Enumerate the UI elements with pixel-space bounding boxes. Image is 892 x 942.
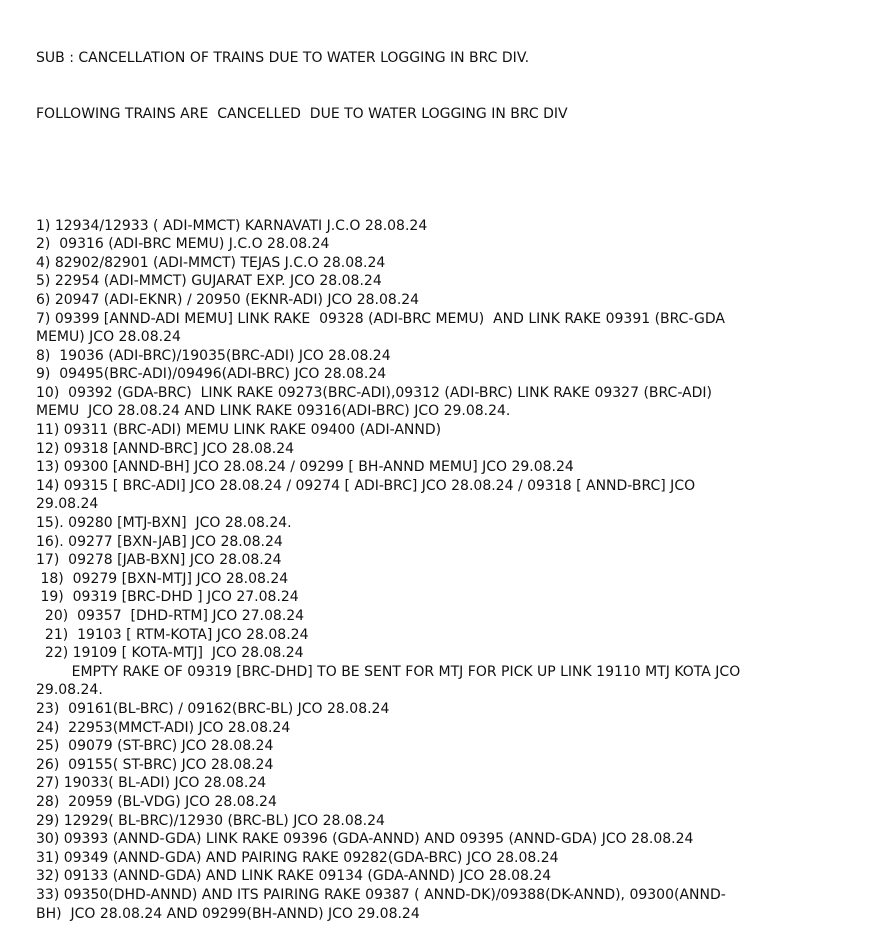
- train-list-line: 29.08.24.: [36, 682, 103, 699]
- cancelled-trains-list: [36, 217, 876, 924]
- blank-line: [36, 161, 876, 180]
- train-list-line: 18) 09279 [BXN-MTJ] JCO 28.08.24: [36, 570, 289, 587]
- train-list-line: 10) 09392 (GDA-BRC) LINK RAKE 09273(BRC-ADI),09312 (ADI-BRC) LINK RAKE 09327 (BRC-ADI): [36, 384, 713, 401]
- train-list-line: MEMU) JCO 28.08.24: [36, 329, 181, 346]
- train-list-line: 4) 82902/82901 (ADI-MMCT) TEJAS J.C.O 28.08.24: [36, 254, 386, 271]
- train-list-line: 2) 09316 (ADI-BRC MEMU) J.C.O 28.08.24: [36, 236, 330, 253]
- train-list-line: 15). 09280 [MTJ-BXN] JCO 28.08.24.: [36, 515, 292, 532]
- train-list-line: 11) 09311 (BRC-ADI) MEMU LINK RAKE 09400 (ADI-ANND): [36, 422, 442, 439]
- train-list-line: BH) JCO 28.08.24 AND 09299(BH-ANND) JCO 29.08.24: [36, 905, 420, 922]
- train-list-line: 5) 22954 (ADI-MMCT) GUJARAT EXP. JCO 28.08.24: [36, 273, 382, 290]
- train-list-line: 29.08.24: [36, 496, 99, 513]
- train-list-line: 28) 20959 (BL-VDG) JCO 28.08.24: [36, 793, 277, 810]
- train-list-line: 17) 09278 [JAB-BXN] JCO 28.08.24: [36, 552, 282, 569]
- train-list-line: 33) 09350(DHD-ANND) AND ITS PAIRING RAKE 09387 ( ANND-DK)/09388(DK-ANND), 09300(ANND-: [36, 886, 726, 903]
- train-list-line: 29) 12929( BL-BRC)/12930 (BRC-BL) JCO 28.08.24: [36, 812, 385, 829]
- train-list-line: 9) 09495(BRC-ADI)/09496(ADI-BRC) JCO 28.08.24: [36, 366, 387, 383]
- train-list-line: 13) 09300 [ANND-BH] JCO 28.08.24 / 09299 [ BH-ANND MEMU] JCO 29.08.24: [36, 459, 574, 476]
- train-list-line: 30) 09393 (ANND-GDA) LINK RAKE 09396 (GDA-ANND) AND 09395 (ANND-GDA) JCO 28.08.24: [36, 831, 694, 848]
- train-list-line: 16). 09277 [BXN-JAB] JCO 28.08.24: [36, 533, 283, 550]
- train-list-line: EMPTY RAKE OF 09319 [BRC-DHD] TO BE SENT FOR MTJ FOR PICK UP LINK 19110 MTJ KOTA JCO: [36, 663, 741, 680]
- train-list-line: 26) 09155( ST-BRC) JCO 28.08.24: [36, 756, 274, 773]
- train-list-line: 12) 09318 [ANND-BRC] JCO 28.08.24: [36, 440, 295, 457]
- train-list-line: 31) 09349 (ANND-GDA) AND PAIRING RAKE 09282(GDA-BRC) JCO 28.08.24: [36, 849, 559, 866]
- train-list-line: 8) 19036 (ADI-BRC)/19035(BRC-ADI) JCO 28.08.24: [36, 347, 391, 364]
- train-list-line: 20) 09357 [DHD-RTM] JCO 27.08.24: [36, 608, 305, 624]
- train-list-line: 7) 09399 [ANND-ADI MEMU] LINK RAKE 09328 (ADI-BRC MEMU) AND LINK RAKE 09391 (BRC-GDA: [36, 310, 725, 327]
- intro-line: FOLLOWING TRAINS ARE CANCELLED DUE TO WATER LOGGING IN BRC DIV: [36, 105, 568, 122]
- train-list-line: 1) 12934/12933 ( ADI-MMCT) KARNAVATI J.C.O 28.08.24: [36, 217, 428, 234]
- train-list-line: 25) 09079 (ST-BRC) JCO 28.08.24: [36, 738, 274, 755]
- train-list-line: 14) 09315 [ BRC-ADI] JCO 28.08.24 / 09274 [ ADI-BRC] JCO 28.08.24 / 09318 [ ANND-BRC] JCO: [36, 477, 696, 494]
- train-list-line: 19) 09319 [BRC-DHD ] JCO 27.08.24: [36, 589, 299, 606]
- train-list-line: MEMU JCO 28.08.24 AND LINK RAKE 09316(ADI-BRC) JCO 29.08.24.: [36, 403, 511, 420]
- train-list-line: 24) 22953(MMCT-ADI) JCO 28.08.24: [36, 719, 291, 736]
- train-list-line: 21) 19103 [ RTM-KOTA] JCO 28.08.24: [36, 626, 309, 643]
- subject-line: SUB : CANCELLATION OF TRAINS DUE TO WATER LOGGING IN BRC DIV.: [36, 50, 530, 67]
- train-list-line: 32) 09133 (ANND-GDA) AND LINK RAKE 09134 (GDA-ANND) JCO 28.08.24: [36, 868, 552, 885]
- notice-document: [36, 12, 876, 942]
- train-list-line: 22) 19109 [ KOTA-MTJ] JCO 28.08.24: [36, 645, 304, 662]
- train-list-line: 23) 09161(BL-BRC) / 09162(BRC-BL) JCO 28.08.24: [36, 700, 390, 717]
- train-list-line: 27) 19033( BL-ADI) JCO 28.08.24: [36, 775, 267, 792]
- train-list-line: 6) 20947 (ADI-EKNR) / 20950 (EKNR-ADI) JCO 28.08.24: [36, 291, 420, 308]
